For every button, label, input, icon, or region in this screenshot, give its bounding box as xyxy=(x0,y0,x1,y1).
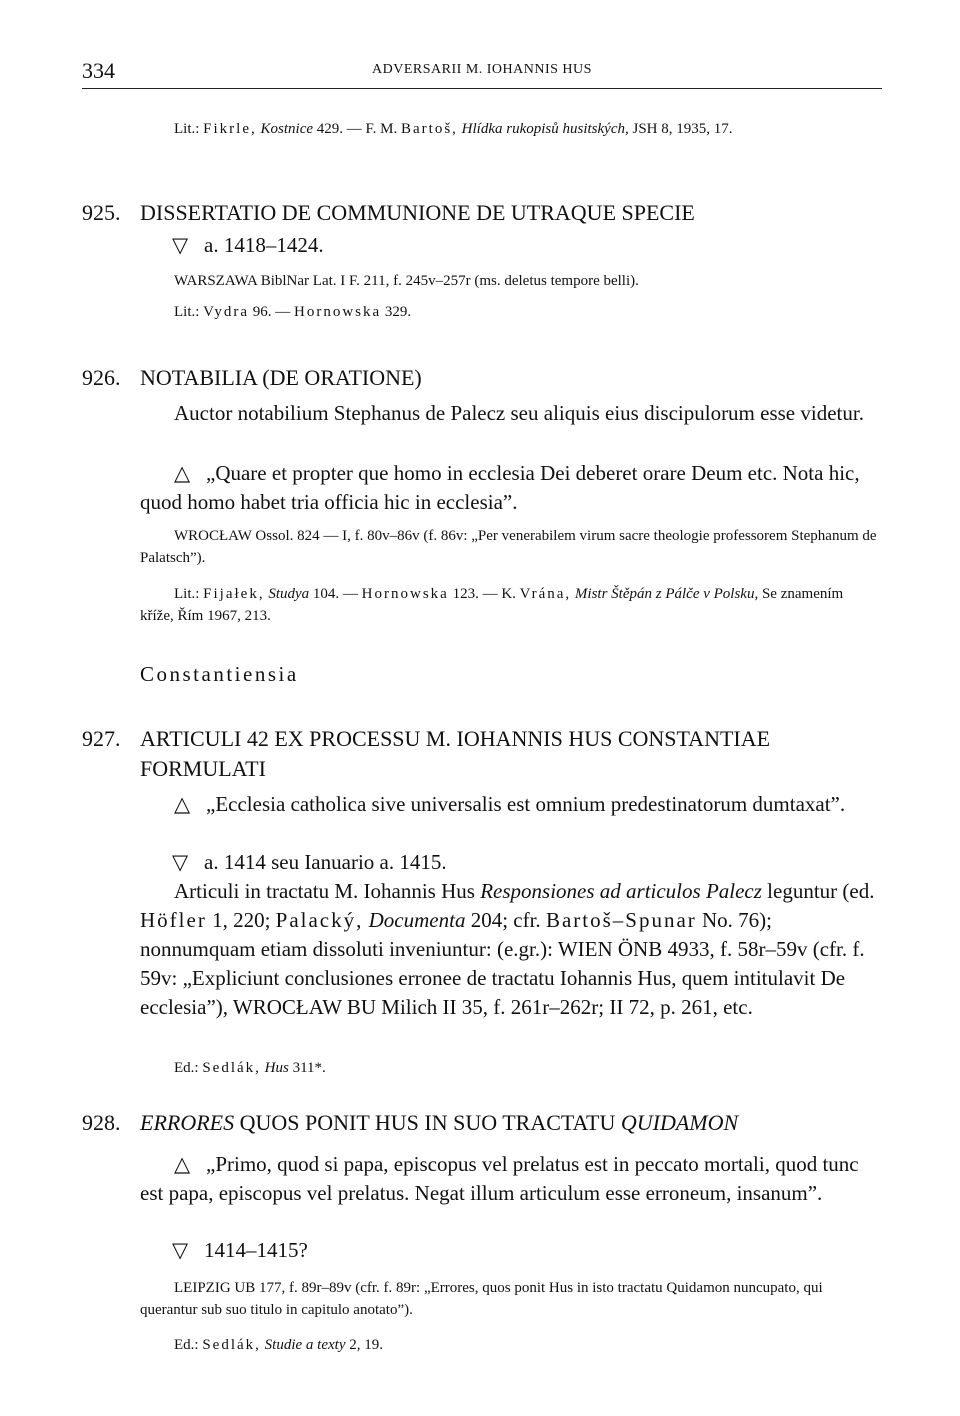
body-text: leguntur (ed. xyxy=(767,879,875,903)
page-number: 334 xyxy=(82,58,115,83)
entry-925-manuscript xyxy=(174,270,874,292)
author-name: Vydra xyxy=(203,304,249,320)
entry-928-incipit xyxy=(140,1150,880,1208)
reference: 311*. xyxy=(292,1060,326,1076)
author-name: Fijałek, xyxy=(203,586,265,602)
reference: 104. — xyxy=(312,586,358,602)
entry-925-date xyxy=(172,231,872,260)
entry-926-title xyxy=(82,363,880,393)
manuscript-text: WROCŁAW Ossol. 824 — I, f. 80v–86v (f. 86v: „Per venerabilem virum sacre theologie professorem Stephanum de Palatsch”). xyxy=(140,528,877,566)
body-text: No. 76); nonnumquam etiam dissoluti inveniuntur: (e.gr.): WIEN ÖNB 4933, f. 58r–59v (cfr. f. 59v: „Expliciunt conclusiones erronee de tractatu Iohannis Hus, quem intitulavit De ecclesia”), WROCŁAW BU Milich II 35, f. 261r–262r; II 72, p. 261, etc. xyxy=(140,908,865,1019)
entry-927-incipit xyxy=(140,790,880,819)
author-name: Bartoš–Spunar xyxy=(545,908,697,932)
work-title: Studya xyxy=(268,586,310,602)
entry-title: ARTICULI 42 EX PROCESSU M. IOHANNIS HUS CONSTANTIAE FORMULATI xyxy=(140,726,771,781)
work-title: Mistr Štěpán z Pálče v Polsku, xyxy=(574,586,759,602)
triangle-down-icon: ▽ xyxy=(172,1238,189,1262)
incipit-text: „Ecclesia catholica sive universalis est omnium predestinatorum dumtaxat”. xyxy=(206,792,846,816)
entry-928-manuscript xyxy=(140,1277,880,1321)
reference: 96. — xyxy=(252,304,291,320)
work-title: Studie a texty xyxy=(264,1337,346,1353)
work-title: Responsiones ad articulos Palecz xyxy=(480,879,762,903)
entry-927-title xyxy=(82,724,880,784)
entry-927-edition xyxy=(140,1057,880,1079)
date-text: 1414–1415? xyxy=(204,1238,308,1262)
body-text: Articuli in tractatu M. Iohannis Hus xyxy=(174,879,475,903)
incipit-text: „Primo, quod si papa, episcopus vel prelatus est in peccato mortali, quod tunc est papa, episcopus vel prelatus. Negat illum articulum esse erroneum, insanum”. xyxy=(140,1152,859,1205)
reference: JSH 8, 1935, 17. xyxy=(632,121,733,137)
entry-title: DISSERTATIO DE COMMUNIONE DE UTRAQUE SPECIE xyxy=(140,200,695,225)
entry-927-body xyxy=(140,877,880,1022)
entry-number: 927. xyxy=(82,726,121,751)
work-title: Hlídka rukopisů husitských, xyxy=(461,121,629,137)
entry-926-manuscript xyxy=(140,525,880,569)
page-header xyxy=(82,58,882,84)
entry-926-note xyxy=(140,399,880,428)
reference: Se znamením kříže, Řím 1967, 213. xyxy=(140,586,844,624)
entry-925-title xyxy=(82,198,880,228)
running-title: ADVERSARII M. IOHANNIS HUS xyxy=(372,62,592,77)
entry-number: 925. xyxy=(82,200,121,225)
title-italic: ERRORES xyxy=(140,1110,235,1135)
body-text: 204; cfr. xyxy=(470,908,541,932)
body-text: 1, 220; xyxy=(212,908,271,932)
entry-926-literature xyxy=(140,583,880,627)
date-text: a. 1414 seu Ianuario a. 1415. xyxy=(204,850,447,874)
author-name: Fikrle, xyxy=(203,121,257,137)
entry-928-title xyxy=(82,1108,880,1138)
section-heading: Constantiensia xyxy=(140,662,299,686)
manuscript-text: LEIPZIG UB 177, f. 89r–89v (cfr. f. 89r: „Errores, quos ponit Hus in isto tractatu Quidamon nuncupato, qui querantur sub suo titulo in capitulo anotato”). xyxy=(140,1280,823,1318)
title-italic: QUIDAMON xyxy=(620,1110,739,1135)
triangle-up-icon: △ xyxy=(174,461,191,485)
author-name: Bartoš, xyxy=(401,121,458,137)
triangle-down-icon: ▽ xyxy=(172,850,189,874)
triangle-down-icon: ▽ xyxy=(172,233,189,257)
author-name: Hornowska xyxy=(361,586,449,602)
author-name: Palacký, xyxy=(275,908,364,932)
reference: 329. xyxy=(384,304,412,320)
work-title: Documenta xyxy=(368,908,466,932)
manuscript-text: WARSZAWA BiblNar Lat. I F. 211, f. 245v–257r (ms. deletus tempore belli). xyxy=(174,273,639,289)
date-text: a. 1418–1424. xyxy=(204,233,324,257)
entry-number: 928. xyxy=(82,1110,121,1135)
author-name: Vrána, xyxy=(519,586,572,602)
author-name: Höfler xyxy=(140,908,207,932)
ed-label: Ed.: xyxy=(174,1337,199,1353)
entry-925-literature xyxy=(174,301,874,323)
entry-title: NOTABILIA (DE ORATIONE) xyxy=(140,365,422,390)
entry-title: QUOS PONIT HUS IN SUO TRACTATU xyxy=(239,1110,616,1135)
entry-928-date xyxy=(172,1236,872,1265)
work-title: Kostnice xyxy=(260,121,314,137)
entry-number: 926. xyxy=(82,365,121,390)
lit-label: Lit.: xyxy=(174,586,200,602)
entry-927-date xyxy=(172,848,872,877)
lit-label: Lit.: xyxy=(174,304,200,320)
lit-label: Lit.: xyxy=(174,121,200,137)
entry-928-edition xyxy=(140,1334,880,1356)
work-title: Hus xyxy=(264,1060,289,1076)
triangle-up-icon: △ xyxy=(174,1152,191,1176)
top-literature xyxy=(140,118,880,140)
incipit-text: „Quare et propter que homo in ecclesia Dei deberet orare Deum etc. Nota hic, quod homo habet tria officia hic in ecclesia”. xyxy=(140,461,860,514)
author-name: Sedlák, xyxy=(202,1060,261,1076)
reference: 429. — F. M. xyxy=(316,121,398,137)
triangle-up-icon: △ xyxy=(174,792,191,816)
header-rule xyxy=(82,88,882,89)
entry-926-incipit xyxy=(140,459,880,517)
author-name: Sedlák, xyxy=(202,1337,261,1353)
reference: 123. — K. xyxy=(452,586,516,602)
author-name: Hornowska xyxy=(294,304,382,320)
reference: 2, 19. xyxy=(349,1337,383,1353)
note-text: Auctor notabilium Stephanus de Palecz seu aliquis eius discipulorum esse videtur. xyxy=(174,401,864,425)
ed-label: Ed.: xyxy=(174,1060,199,1076)
